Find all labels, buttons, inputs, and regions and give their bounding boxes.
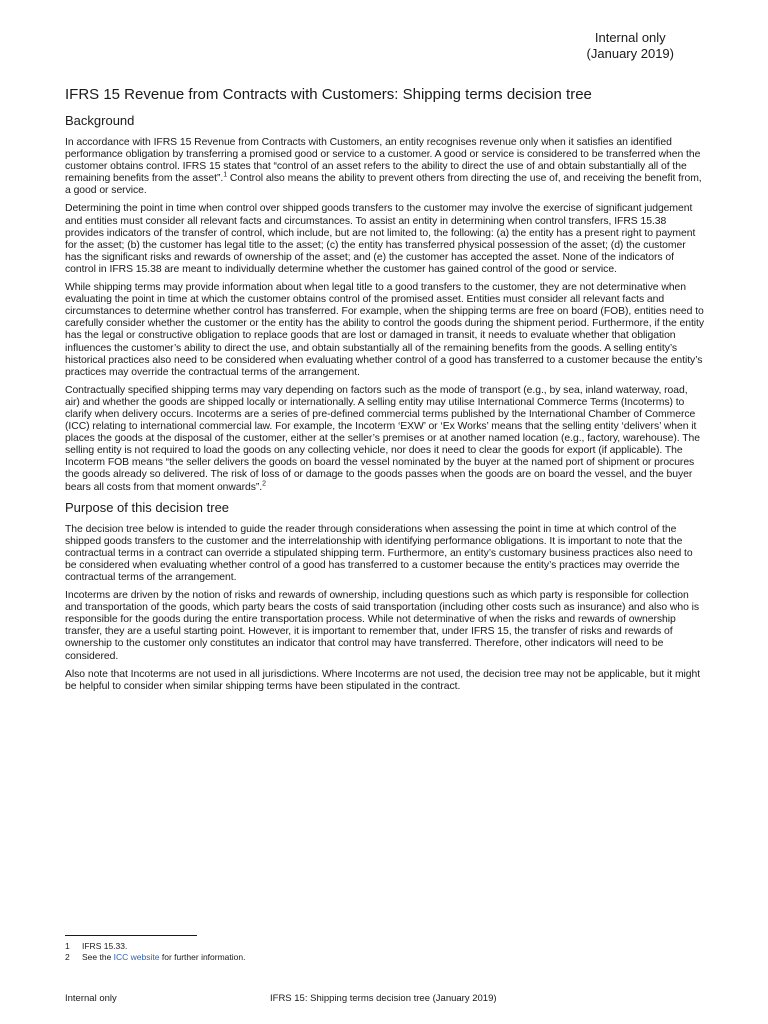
footnote-2 — [65, 952, 245, 963]
purpose-paragraph-2: Incoterms are driven by the notion of risks and rewards of ownership, including questions such as which party is responsible for collection and transportation of the goods, which party bears the costs of said transportation (including other costs such as insurance) and also who is responsible for the goods during the entire transportation process. While not determinative of when the risks and rewards of ownership transfer, they are a useful starting point. However, it is important to remember that, under IFRS 15, the transfer of risks and rewards of ownership to the customer only constitutes an indicator that control may have transferred. Therefore, other indicators will need to be considered. — [65, 590, 700, 662]
background-paragraph-4 — [65, 385, 705, 494]
purpose-paragraph-3: Also note that Incoterms are not used in all jurisdictions. Where Incoterms are not used, the decision tree may not be applicable, but it might be helpful to consider when similar shipping terms have been stipulated in the contract. — [65, 668, 701, 692]
header-date: (January 2019) — [586, 46, 674, 61]
footnote-text-after: for further information. — [159, 952, 246, 962]
background-heading: Background — [65, 113, 135, 128]
footer-classification: Internal only — [65, 993, 117, 1004]
background-p4-text: Contractually specified shipping terms may vary depending on factors such as the mode of transport (e.g., by sea, inland waterway, road, air) and whether the goods are shipped locally or internationally. A selling entity may utilise International Commerce Terms (Incoterms) to clarify when delivery occurs. Incoterms are a series of pre-defined commercial terms published by the International Chamber of Commerce (ICC) relating to international commercial law. For example, the Incoterm ‘EXW’ or ‘Ex Works’ means that the selling entity ‘delivers’ when it places the goods at the disposal of the customer, either at the seller’s premises or at another named location (e.g., factory, warehouse). The selling entity is not required to load the goods on any collecting vehicle, nor does it need to clear the goods for export (if applicable). The Incoterm FOB means “the seller delivers the goods on board the vessel nominated by the buyer at the named port of shipment or procures the goods already so delivered. The risk of loss of or damage to the goods passes when the goods are on board the vessel, and the buyer bears all costs from that moment onwards”. — [65, 384, 700, 493]
footnote-number: 1 — [65, 941, 70, 951]
purpose-paragraph-1: The decision tree below is intended to guide the reader through considerations when assessing the point in time at which control of the shipped goods transfers to the customer and the interrelationship with identifying performance obligations. It is important to note that the contractual terms in a contract can override a stipulated shipping term. Furthermore, an entity’s customary business practices also need to be considered when evaluating whether control of a good has transferred to a customer because the entity’s practices may override the contractual terms of the arrangement. — [65, 523, 693, 583]
background-p1-text-cont: Control also means the ability to prevent others from directing the use of, and receiving the benefit from, a good or service. — [65, 173, 702, 197]
footnote-divider — [65, 935, 197, 936]
header-classification: Internal only — [594, 30, 666, 45]
background-paragraph-3: While shipping terms may provide information about when legal title to a good transfers to the customer, they are not determinative when evaluating the point in time at which the customer obtains control of the promised asset. Entities must consider all relevant facts and circumstances to determine whether control has transferred. For example, when the shipping terms are free on board (FOB), entities need to carefully consider whether the customer or the entity has the ability to control the goods during the shipment period. Furthermore, if the entity has the legal or constructive obligation to replace goods that are lost or damaged in transit, it needs to evaluate whether that obligation influences the customer’s ability to direct the use, and obtain substantially all of the remaining benefits from the goods. A selling entity’s historical practices also need to be considered when evaluating whether control of a good has transferred to a customer because the entity’s practices may override the contractual terms of the arrangement. — [65, 282, 705, 378]
footnote-text — [82, 952, 245, 963]
icc-website-link[interactable]: ICC website — [113, 952, 160, 962]
page-header — [587, 30, 674, 62]
background-p1-text: In accordance with IFRS 15 Revenue from Contracts with Customers, an entity recognises revenue only when it satisfies an identified performance obligation by transferring a promised good or service to a customer. A good or service is considered to be transferred when the customer obtains control. IFRS 15 states that “control of an asset refers to the ability to direct the use of and obtain substantially all of the remaining benefits from the asset”. — [65, 137, 701, 185]
document-title: IFRS 15 Revenue from Contracts with Customers: Shipping terms decision tree — [65, 86, 592, 103]
footnote-number: 2 — [65, 952, 70, 962]
footnote-text-before: See the — [82, 952, 114, 962]
background-paragraph-1 — [65, 137, 705, 197]
footnotes — [65, 941, 245, 963]
footnote-1 — [65, 941, 245, 952]
background-paragraph-2: Determining the point in time when control over shipped goods transfers to the customer may involve the exercise of significant judgement and entities must consider all relevant facts and circumstances. To assist an entity in determining when control transfers, IFRS 15.38 provides indicators of the transfer of control, which include, but are not limited to, the following: (a) the entity has a present right to payment for the asset; (b) the customer has legal title to the asset; (c) the entity has transferred physical possession of the asset; (d) the customer has the significant risks and rewards of ownership of the asset; and (e) the customer has accepted the asset. None of the indicators of control in IFRS 15.38 are meant to individually determine whether the customer has gained control of the good or service. — [65, 203, 696, 275]
document-body — [65, 85, 705, 699]
footer-document-title: IFRS 15: Shipping terms decision tree (January 2019) — [270, 993, 497, 1004]
footnote-ref-2: 2 — [262, 480, 266, 488]
purpose-heading: Purpose of this decision tree — [65, 499, 230, 515]
footnote-ref-1: 1 — [223, 171, 228, 179]
footnote-text: IFRS 15.33. — [82, 941, 128, 951]
